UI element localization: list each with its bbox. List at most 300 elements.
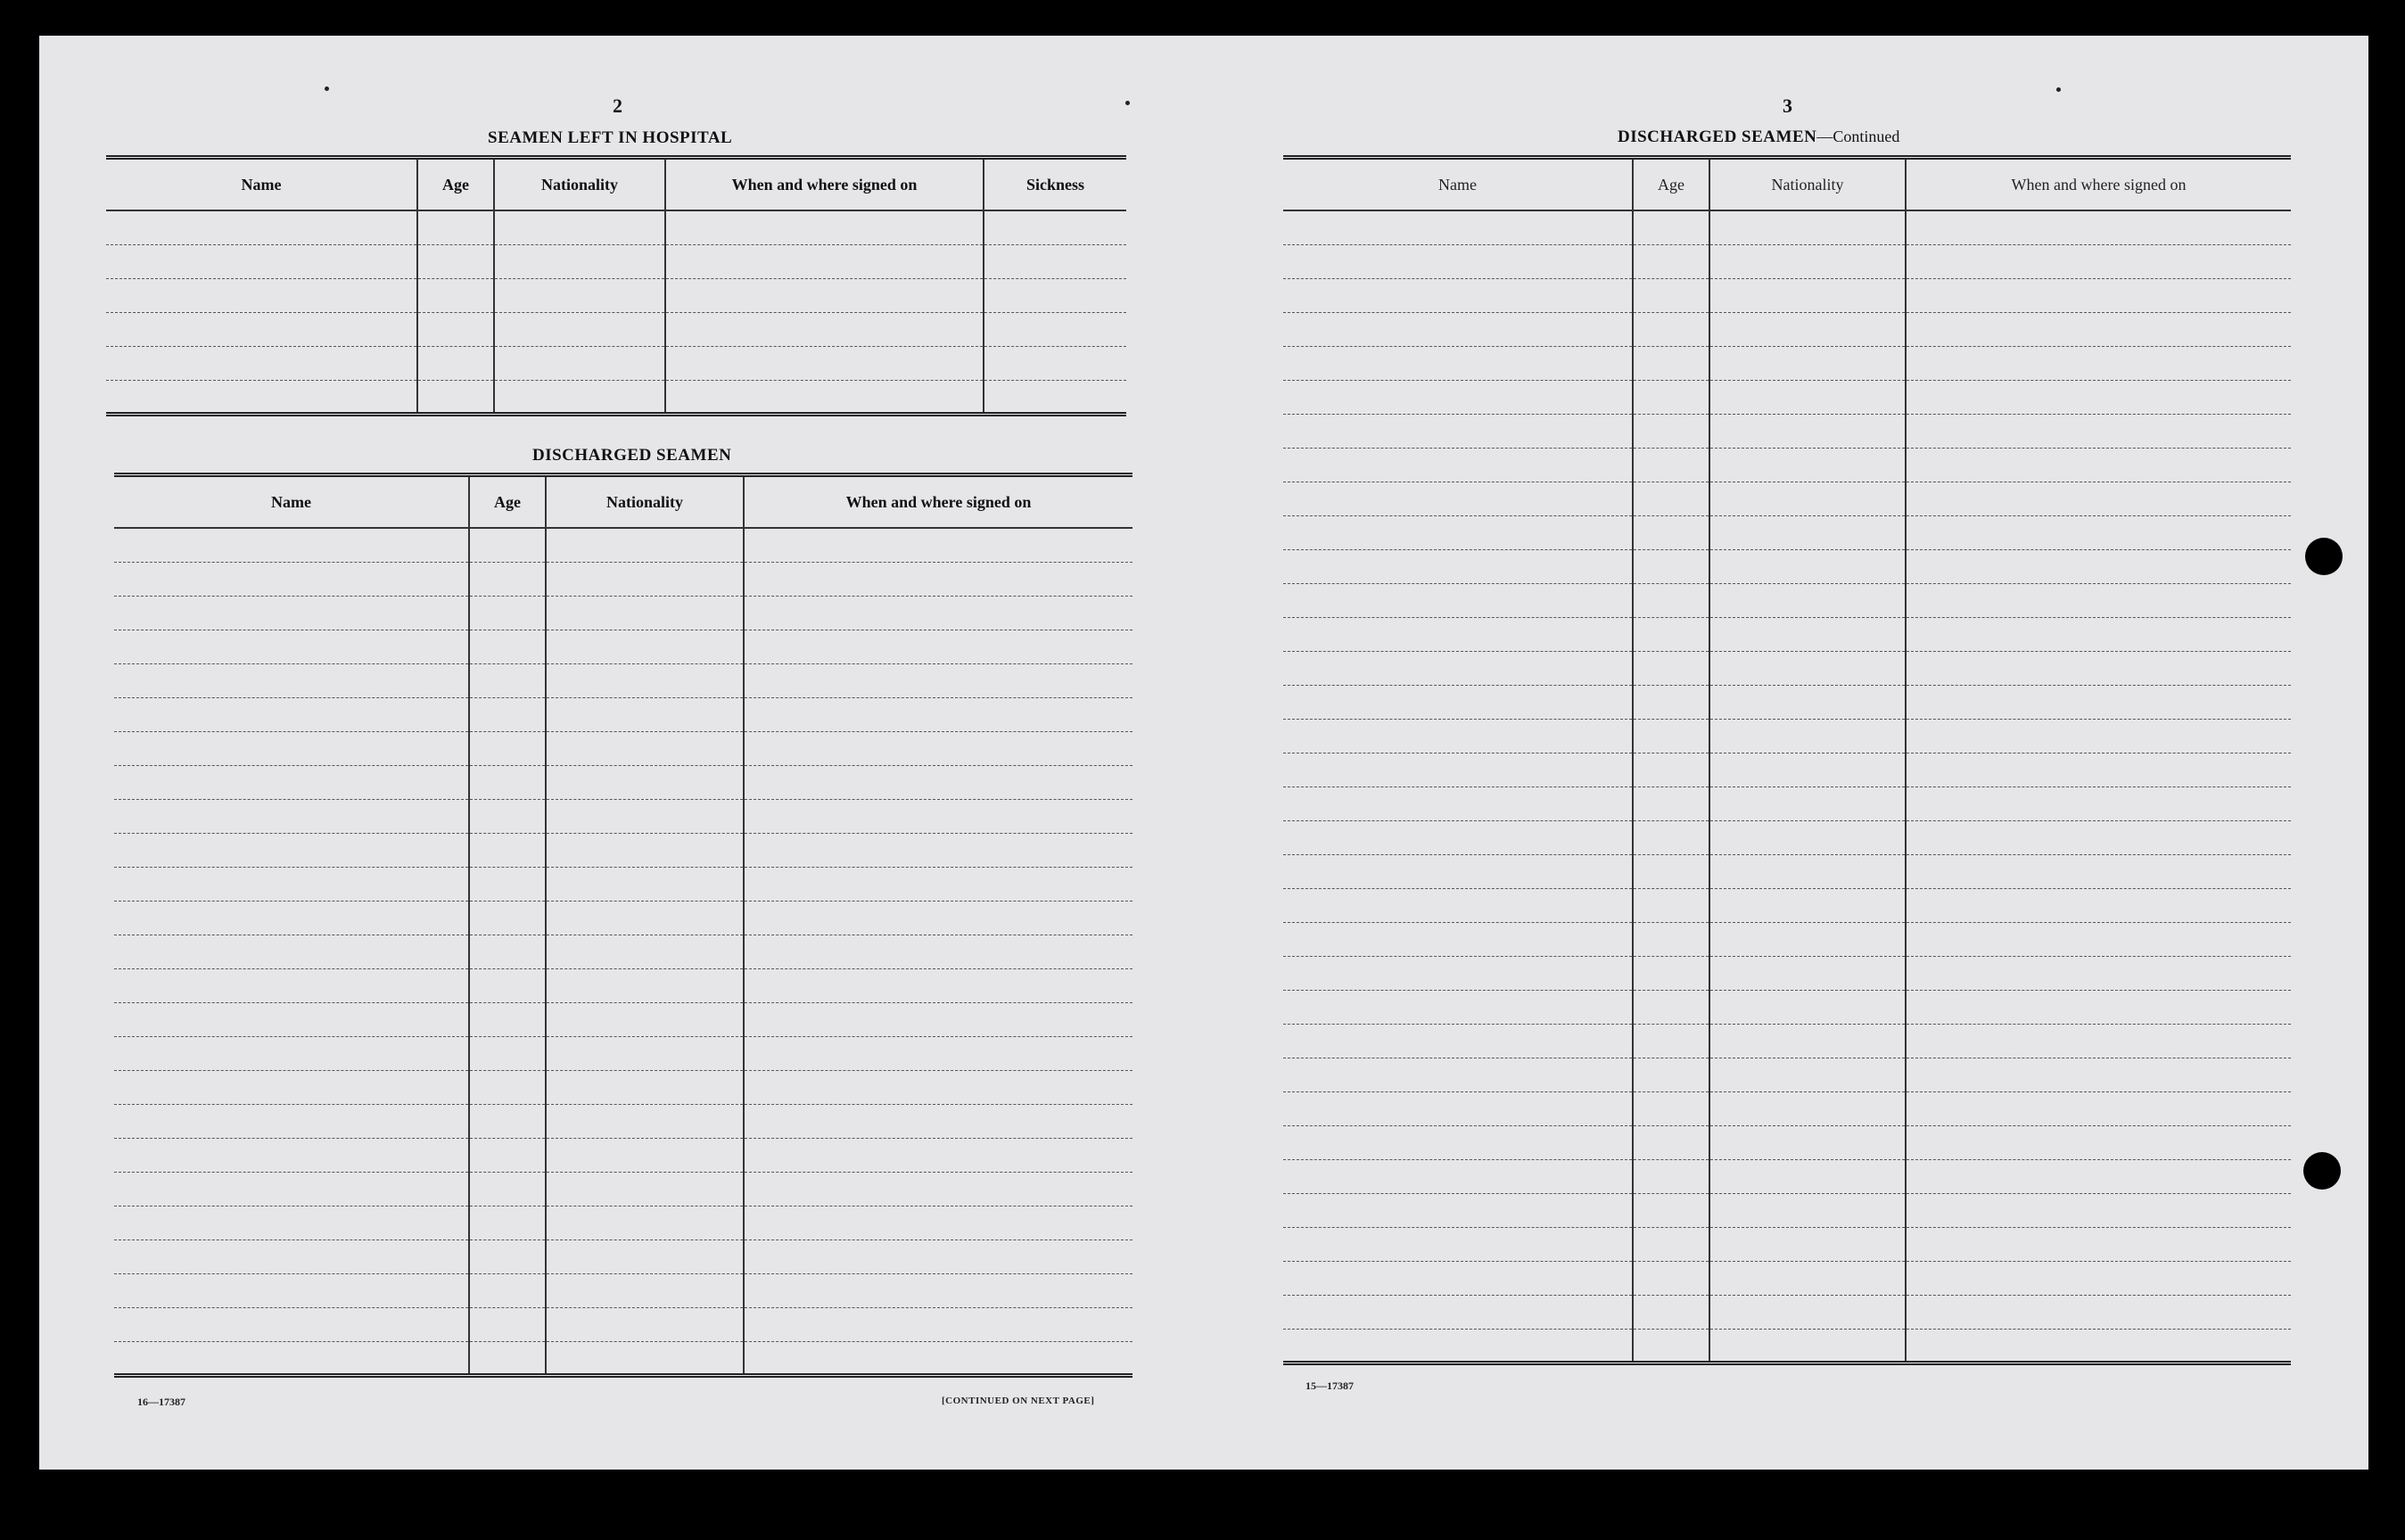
blank-entry-cell — [546, 1341, 744, 1375]
table-row — [114, 1002, 1132, 1036]
blank-entry-cell — [1709, 1193, 1906, 1227]
blank-entry-cell — [1709, 1058, 1906, 1091]
blank-entry-cell — [1283, 617, 1633, 651]
blank-entry-cell — [1906, 786, 2291, 820]
blank-entry-cell — [494, 380, 665, 414]
blank-entry-cell — [665, 312, 984, 346]
blank-entry-cell — [1709, 651, 1906, 685]
column-header-nationality: Nationality — [494, 158, 665, 211]
blank-entry-cell — [1906, 1024, 2291, 1058]
blank-entry-cell — [1633, 482, 1709, 515]
table-row — [114, 1104, 1132, 1138]
blank-entry-cell — [1906, 1159, 2291, 1193]
table-row — [1283, 1024, 2291, 1058]
blank-entry-cell — [1709, 990, 1906, 1024]
blank-entry-cell — [1906, 1193, 2291, 1227]
table-row — [114, 799, 1132, 833]
table-row — [1283, 278, 2291, 312]
blank-entry-cell — [546, 663, 744, 697]
blank-entry-cell — [106, 210, 417, 244]
blank-entry-cell — [114, 867, 469, 901]
blank-entry-cell — [546, 901, 744, 935]
blank-entry-cell — [469, 663, 546, 697]
table-row — [1283, 1329, 2291, 1363]
blank-entry-cell — [546, 528, 744, 562]
blank-entry-cell — [417, 346, 494, 380]
blank-entry-cell — [1283, 719, 1633, 753]
blank-entry-cell — [744, 1239, 1132, 1273]
blank-entry-cell — [1906, 515, 2291, 549]
blank-entry-cell — [744, 630, 1132, 663]
blank-entry-cell — [1906, 685, 2291, 719]
blank-entry-cell — [1709, 1329, 1906, 1363]
blank-entry-cell — [1283, 1058, 1633, 1091]
table-row — [1283, 482, 2291, 515]
blank-entry-cell — [114, 1036, 469, 1070]
blank-entry-cell — [469, 1273, 546, 1307]
blank-entry-cell — [546, 630, 744, 663]
column-header-nationality: Nationality — [1709, 158, 1906, 211]
blank-entry-cell — [114, 1239, 469, 1273]
blank-entry-cell — [1283, 854, 1633, 888]
blank-entry-cell — [1283, 278, 1633, 312]
blank-entry-cell — [114, 799, 469, 833]
blank-entry-cell — [114, 1341, 469, 1375]
blank-entry-cell — [546, 731, 744, 765]
blank-entry-cell — [744, 833, 1132, 867]
table-row — [114, 596, 1132, 630]
blank-entry-cell — [744, 1341, 1132, 1375]
blank-entry-cell — [1283, 414, 1633, 448]
blank-entry-cell — [744, 1002, 1132, 1036]
table-row — [114, 867, 1132, 901]
table-row — [106, 312, 1126, 346]
blank-entry-cell — [1633, 651, 1709, 685]
blank-entry-cell — [114, 901, 469, 935]
blank-entry-cell — [1906, 1261, 2291, 1295]
blank-entry-cell — [1283, 753, 1633, 786]
blank-entry-cell — [417, 312, 494, 346]
table-row — [1283, 617, 2291, 651]
blank-entry-cell — [1283, 990, 1633, 1024]
blank-entry-cell — [1906, 956, 2291, 990]
column-header-age: Age — [417, 158, 494, 211]
table-row — [1283, 1227, 2291, 1261]
table-row — [1283, 549, 2291, 583]
blank-entry-cell — [1633, 617, 1709, 651]
table-row — [1283, 1125, 2291, 1159]
blank-entry-cell — [1283, 1227, 1633, 1261]
blank-entry-cell — [665, 278, 984, 312]
blank-entry-cell — [114, 833, 469, 867]
blank-entry-cell — [1633, 1058, 1709, 1091]
blank-entry-cell — [1709, 549, 1906, 583]
scan-speck — [325, 86, 329, 91]
blank-entry-cell — [106, 312, 417, 346]
table-row — [106, 210, 1126, 244]
blank-entry-cell — [546, 562, 744, 596]
blank-entry-cell — [469, 562, 546, 596]
blank-entry-cell — [1283, 312, 1633, 346]
blank-entry-cell — [469, 1341, 546, 1375]
table-row — [114, 765, 1132, 799]
blank-entry-cell — [744, 596, 1132, 630]
blank-entry-cell — [1633, 820, 1709, 854]
blank-entry-cell — [744, 799, 1132, 833]
blank-entry-cell — [469, 968, 546, 1002]
blank-entry-cell — [106, 278, 417, 312]
blank-entry-cell — [546, 697, 744, 731]
table-row — [1283, 210, 2291, 244]
page-number-right: 3 — [1783, 95, 1792, 117]
column-header-nationality: Nationality — [546, 475, 744, 529]
blank-entry-cell — [546, 799, 744, 833]
blank-entry-cell — [1709, 854, 1906, 888]
blank-entry-cell — [1906, 922, 2291, 956]
table-row — [1283, 1159, 2291, 1193]
blank-entry-cell — [1709, 380, 1906, 414]
blank-entry-cell — [114, 528, 469, 562]
blank-entry-cell — [1709, 448, 1906, 482]
discharged-continued-title-suffix: —Continued — [1816, 128, 1900, 145]
blank-entry-cell — [1709, 312, 1906, 346]
blank-entry-cell — [1283, 1091, 1633, 1125]
table-row — [1283, 1091, 2291, 1125]
table-row — [114, 731, 1132, 765]
blank-entry-cell — [1283, 482, 1633, 515]
blank-entry-cell — [546, 1307, 744, 1341]
blank-entry-cell — [984, 210, 1126, 244]
seamen-left-in-hospital-table — [106, 155, 1126, 416]
blank-entry-cell — [469, 528, 546, 562]
table-header-row — [106, 158, 1126, 211]
blank-entry-cell — [1633, 312, 1709, 346]
blank-entry-cell — [469, 596, 546, 630]
blank-entry-cell — [114, 765, 469, 799]
blank-entry-cell — [1906, 414, 2291, 448]
blank-entry-cell — [744, 867, 1132, 901]
blank-entry-cell — [1633, 685, 1709, 719]
blank-entry-cell — [1709, 1125, 1906, 1159]
blank-entry-cell — [984, 346, 1126, 380]
table-row — [1283, 922, 2291, 956]
blank-entry-cell — [469, 731, 546, 765]
blank-entry-cell — [1633, 888, 1709, 922]
table-row — [1283, 414, 2291, 448]
blank-entry-cell — [1633, 1295, 1709, 1329]
table-row — [106, 244, 1126, 278]
table-row — [1283, 346, 2291, 380]
blank-entry-cell — [744, 697, 1132, 731]
blank-entry-cell — [546, 1206, 744, 1239]
table-header-row — [1283, 158, 2291, 211]
blank-entry-cell — [665, 244, 984, 278]
table-row — [106, 346, 1126, 380]
blank-entry-cell — [744, 1036, 1132, 1070]
blank-entry-cell — [1709, 1159, 1906, 1193]
blank-entry-cell — [1709, 414, 1906, 448]
blank-entry-cell — [546, 833, 744, 867]
table-row — [1283, 1193, 2291, 1227]
table-row — [1283, 583, 2291, 617]
blank-entry-cell — [1633, 414, 1709, 448]
table-row — [114, 935, 1132, 968]
blank-entry-cell — [1283, 651, 1633, 685]
blank-entry-cell — [1709, 922, 1906, 956]
blank-entry-cell — [1283, 1261, 1633, 1295]
hospital-section-title: SEAMEN LEFT IN HOSPITAL — [488, 128, 733, 147]
blank-entry-cell — [744, 1104, 1132, 1138]
blank-entry-cell — [1709, 888, 1906, 922]
blank-entry-cell — [1709, 1261, 1906, 1295]
blank-entry-cell — [114, 935, 469, 968]
blank-entry-cell — [1906, 210, 2291, 244]
blank-entry-cell — [744, 731, 1132, 765]
blank-entry-cell — [744, 968, 1132, 1002]
table-row — [114, 1273, 1132, 1307]
blank-entry-cell — [469, 1070, 546, 1104]
table-row — [106, 278, 1126, 312]
blank-entry-cell — [469, 1172, 546, 1206]
table-row — [1283, 888, 2291, 922]
blank-entry-cell — [469, 1206, 546, 1239]
blank-entry-cell — [1906, 244, 2291, 278]
blank-entry-cell — [1906, 854, 2291, 888]
column-header-name: Name — [1283, 158, 1633, 211]
blank-entry-cell — [1633, 278, 1709, 312]
form-code-right: 15—17387 — [1305, 1379, 1354, 1392]
blank-entry-cell — [114, 1307, 469, 1341]
table-row — [1283, 651, 2291, 685]
discharged-seamen-table — [114, 473, 1132, 1378]
blank-entry-cell — [744, 528, 1132, 562]
blank-entry-cell — [114, 1206, 469, 1239]
blank-entry-cell — [114, 1002, 469, 1036]
blank-entry-cell — [494, 312, 665, 346]
blank-entry-cell — [106, 244, 417, 278]
blank-entry-cell — [1709, 786, 1906, 820]
table-row — [1283, 820, 2291, 854]
blank-entry-cell — [106, 346, 417, 380]
blank-entry-cell — [1633, 1024, 1709, 1058]
blank-entry-cell — [1283, 1329, 1633, 1363]
blank-entry-cell — [469, 867, 546, 901]
table-row — [114, 562, 1132, 596]
blank-entry-cell — [1283, 922, 1633, 956]
blank-entry-cell — [1633, 854, 1709, 888]
blank-entry-cell — [114, 1172, 469, 1206]
blank-entry-cell — [114, 663, 469, 697]
table-row — [114, 1341, 1132, 1375]
punch-hole — [2305, 538, 2343, 575]
blank-entry-cell — [1906, 312, 2291, 346]
table-row — [1283, 244, 2291, 278]
blank-entry-cell — [1906, 1058, 2291, 1091]
table-row — [1283, 719, 2291, 753]
column-header-age: Age — [469, 475, 546, 529]
blank-entry-cell — [546, 1070, 744, 1104]
blank-entry-cell — [546, 1036, 744, 1070]
table-row — [114, 1239, 1132, 1273]
discharged-continued-title — [1618, 128, 1899, 147]
table-row — [114, 630, 1132, 663]
table-row — [114, 663, 1132, 697]
blank-entry-cell — [1709, 1024, 1906, 1058]
table-row — [114, 528, 1132, 562]
blank-entry-cell — [1906, 888, 2291, 922]
blank-entry-cell — [1709, 1227, 1906, 1261]
blank-entry-cell — [1633, 1193, 1709, 1227]
blank-entry-cell — [114, 1273, 469, 1307]
blank-entry-cell — [546, 1273, 744, 1307]
blank-entry-cell — [744, 1172, 1132, 1206]
table-row — [1283, 1058, 2291, 1091]
blank-entry-cell — [469, 697, 546, 731]
table-row — [1283, 685, 2291, 719]
punch-hole — [2303, 1152, 2341, 1190]
blank-entry-cell — [1906, 990, 2291, 1024]
continued-note: [CONTINUED ON NEXT PAGE] — [942, 1396, 1095, 1406]
blank-entry-cell — [417, 380, 494, 414]
blank-entry-cell — [665, 380, 984, 414]
blank-entry-cell — [546, 935, 744, 968]
blank-entry-cell — [744, 1138, 1132, 1172]
blank-entry-cell — [114, 731, 469, 765]
blank-entry-cell — [1633, 380, 1709, 414]
table-row — [1283, 1295, 2291, 1329]
blank-entry-cell — [1283, 583, 1633, 617]
blank-entry-cell — [1906, 1091, 2291, 1125]
blank-entry-cell — [1633, 1159, 1709, 1193]
blank-entry-cell — [469, 799, 546, 833]
blank-entry-cell — [546, 1172, 744, 1206]
blank-entry-cell — [744, 1206, 1132, 1239]
blank-entry-cell — [469, 630, 546, 663]
table-row — [114, 1036, 1132, 1070]
blank-entry-cell — [1906, 1125, 2291, 1159]
document-scan — [39, 36, 2368, 1470]
blank-entry-cell — [546, 1002, 744, 1036]
blank-entry-cell — [1906, 448, 2291, 482]
blank-entry-cell — [114, 1104, 469, 1138]
blank-entry-cell — [1906, 482, 2291, 515]
blank-entry-cell — [1709, 583, 1906, 617]
column-header-sickness: Sickness — [984, 158, 1126, 211]
blank-entry-cell — [469, 1307, 546, 1341]
blank-entry-cell — [744, 765, 1132, 799]
blank-entry-cell — [1633, 1091, 1709, 1125]
column-header-name: Name — [106, 158, 417, 211]
table-row — [114, 1070, 1132, 1104]
table-row — [1283, 753, 2291, 786]
scan-speck — [2056, 87, 2061, 92]
blank-entry-cell — [1906, 753, 2291, 786]
page-number-left: 2 — [613, 95, 622, 117]
blank-entry-cell — [469, 833, 546, 867]
blank-entry-cell — [1906, 651, 2291, 685]
blank-entry-cell — [744, 1273, 1132, 1307]
blank-entry-cell — [1283, 1125, 1633, 1159]
table-row — [114, 697, 1132, 731]
blank-entry-cell — [1283, 515, 1633, 549]
blank-entry-cell — [1283, 1295, 1633, 1329]
blank-entry-cell — [114, 697, 469, 731]
blank-entry-cell — [106, 380, 417, 414]
discharged-seamen-continued-table — [1283, 155, 2291, 1365]
table-row — [1283, 515, 2291, 549]
blank-entry-cell — [1709, 820, 1906, 854]
blank-entry-cell — [1709, 346, 1906, 380]
blank-entry-cell — [469, 1036, 546, 1070]
table-row — [114, 1307, 1132, 1341]
blank-entry-cell — [1283, 888, 1633, 922]
blank-entry-cell — [1633, 753, 1709, 786]
blank-entry-cell — [744, 663, 1132, 697]
blank-entry-cell — [114, 596, 469, 630]
blank-entry-cell — [1283, 1024, 1633, 1058]
blank-entry-cell — [1633, 1261, 1709, 1295]
blank-entry-cell — [665, 210, 984, 244]
blank-entry-cell — [1633, 583, 1709, 617]
blank-entry-cell — [114, 562, 469, 596]
blank-entry-cell — [1633, 922, 1709, 956]
blank-entry-cell — [1709, 719, 1906, 753]
column-header-name: Name — [114, 475, 469, 529]
blank-entry-cell — [1633, 786, 1709, 820]
table-row — [1283, 990, 2291, 1024]
blank-entry-cell — [984, 244, 1126, 278]
blank-entry-cell — [546, 968, 744, 1002]
column-header-when-where-signed: When and where signed on — [744, 475, 1132, 529]
column-header-age: Age — [1633, 158, 1709, 211]
blank-entry-cell — [1633, 719, 1709, 753]
blank-entry-cell — [1633, 1329, 1709, 1363]
blank-entry-cell — [417, 210, 494, 244]
blank-entry-cell — [744, 1070, 1132, 1104]
blank-entry-cell — [469, 935, 546, 968]
blank-entry-cell — [1709, 515, 1906, 549]
blank-entry-cell — [984, 312, 1126, 346]
blank-entry-cell — [1633, 956, 1709, 990]
blank-entry-cell — [1633, 990, 1709, 1024]
blank-entry-cell — [1283, 549, 1633, 583]
column-header-when-where-signed: When and where signed on — [665, 158, 984, 211]
blank-entry-cell — [1906, 1329, 2291, 1363]
blank-entry-cell — [1906, 549, 2291, 583]
blank-entry-cell — [114, 968, 469, 1002]
blank-entry-cell — [1633, 448, 1709, 482]
blank-entry-cell — [1906, 278, 2291, 312]
blank-entry-cell — [984, 380, 1126, 414]
blank-entry-cell — [984, 278, 1126, 312]
blank-entry-cell — [546, 765, 744, 799]
blank-entry-cell — [1283, 346, 1633, 380]
blank-entry-cell — [1906, 719, 2291, 753]
blank-entry-cell — [1283, 244, 1633, 278]
blank-entry-cell — [1709, 1091, 1906, 1125]
blank-entry-cell — [1283, 380, 1633, 414]
column-header-when-where-signed: When and where signed on — [1906, 158, 2291, 211]
blank-entry-cell — [546, 596, 744, 630]
blank-entry-cell — [469, 765, 546, 799]
blank-entry-cell — [114, 1070, 469, 1104]
form-code-left: 16—17387 — [137, 1396, 185, 1408]
blank-entry-cell — [1283, 820, 1633, 854]
blank-entry-cell — [1633, 515, 1709, 549]
blank-entry-cell — [494, 278, 665, 312]
table-row — [1283, 854, 2291, 888]
blank-entry-cell — [546, 1104, 744, 1138]
